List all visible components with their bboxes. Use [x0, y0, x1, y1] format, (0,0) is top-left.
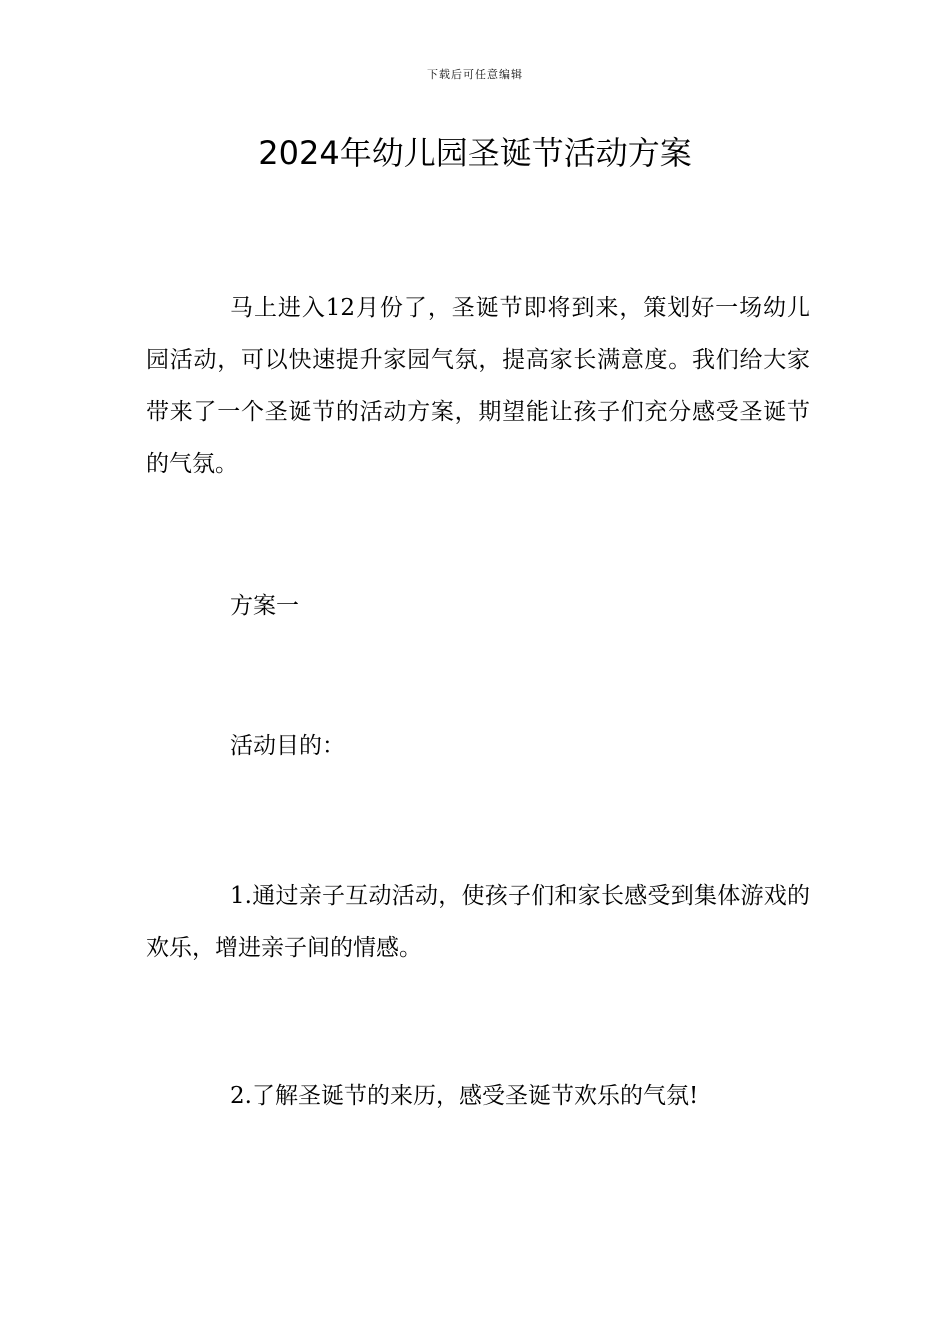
goal-item-2: 2.了解圣诞节的来历，感受圣诞节欢乐的气氛!: [230, 1083, 699, 1109]
section-heading-goals: 活动目的：: [230, 733, 345, 759]
goal-item-1: 1.通过亲子互动活动，使孩子们和家长感受到集体游戏的欢乐，增进亲子间的情感。: [146, 883, 810, 961]
section-heading-plan: 方案一: [230, 593, 299, 619]
header-note: 下载后可任意编辑: [427, 68, 523, 81]
page-title: 2024年幼儿园圣诞节活动方案: [258, 134, 692, 172]
intro-paragraph: 马上进入12月份了，圣诞节即将到来，策划好一场幼儿园活动，可以快速提升家园气氛，提高家长满意度。我们给大家带来了一个圣诞节的活动方案，期望能让孩子们充分感受圣诞节的气氛。: [146, 295, 810, 477]
